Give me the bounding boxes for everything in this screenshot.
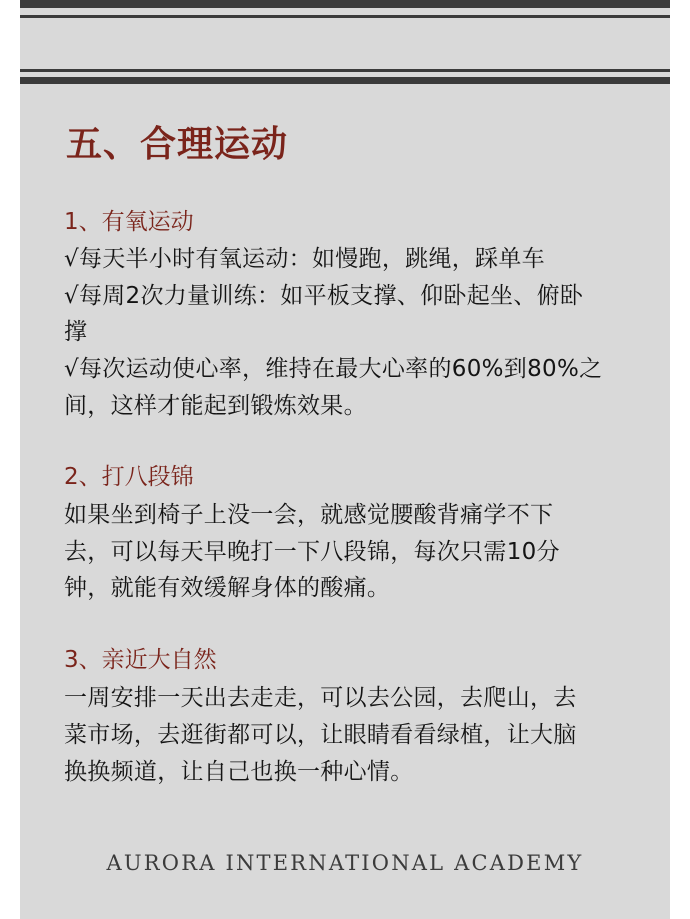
- section-line: 一周安排一天出去走走，可以去公园，去爬山，去: [64, 685, 577, 711]
- top-divider-bar: [20, 0, 670, 8]
- section-title-nature: 3、亲近大自然: [64, 647, 217, 673]
- section-line: √每周2次力量训练：如平板支撑、仰卧起坐、俯卧: [64, 283, 584, 309]
- section-line: 去，可以每天早晚打一下八段锦，每次只需10分: [64, 539, 560, 565]
- section-line: 如果坐到椅子上没一会，就感觉腰酸背痛学不下: [64, 502, 554, 528]
- section-line: 钟，就能有效缓解身体的酸痛。: [64, 575, 391, 601]
- footer-brand: AURORA INTERNATIONAL ACADEMY: [106, 851, 584, 875]
- header-divider-line: [20, 69, 670, 72]
- section-line: 换换频道，让自己也换一种心情。: [64, 759, 414, 785]
- section-line: 撑: [64, 319, 88, 345]
- section-title-baduanjin: 2、打八段锦: [64, 464, 194, 490]
- section-line: √每天半小时有氧运动：如慢跑，跳绳，踩单车: [64, 246, 545, 272]
- header-divider-bar: [20, 77, 670, 84]
- section-line: 菜市场，去逛街都可以，让眼睛看看绿植，让大脑: [64, 722, 577, 748]
- document-card: [20, 0, 670, 919]
- top-divider-line: [20, 15, 670, 18]
- section-line: √每次运动使心率，维持在最大心率的60%到80%之: [64, 356, 603, 382]
- section-line: 间，这样才能起到锻炼效果。: [64, 393, 367, 419]
- section-title-aerobic: 1、有氧运动: [64, 209, 194, 235]
- page-title: 五、合理运动: [66, 124, 289, 165]
